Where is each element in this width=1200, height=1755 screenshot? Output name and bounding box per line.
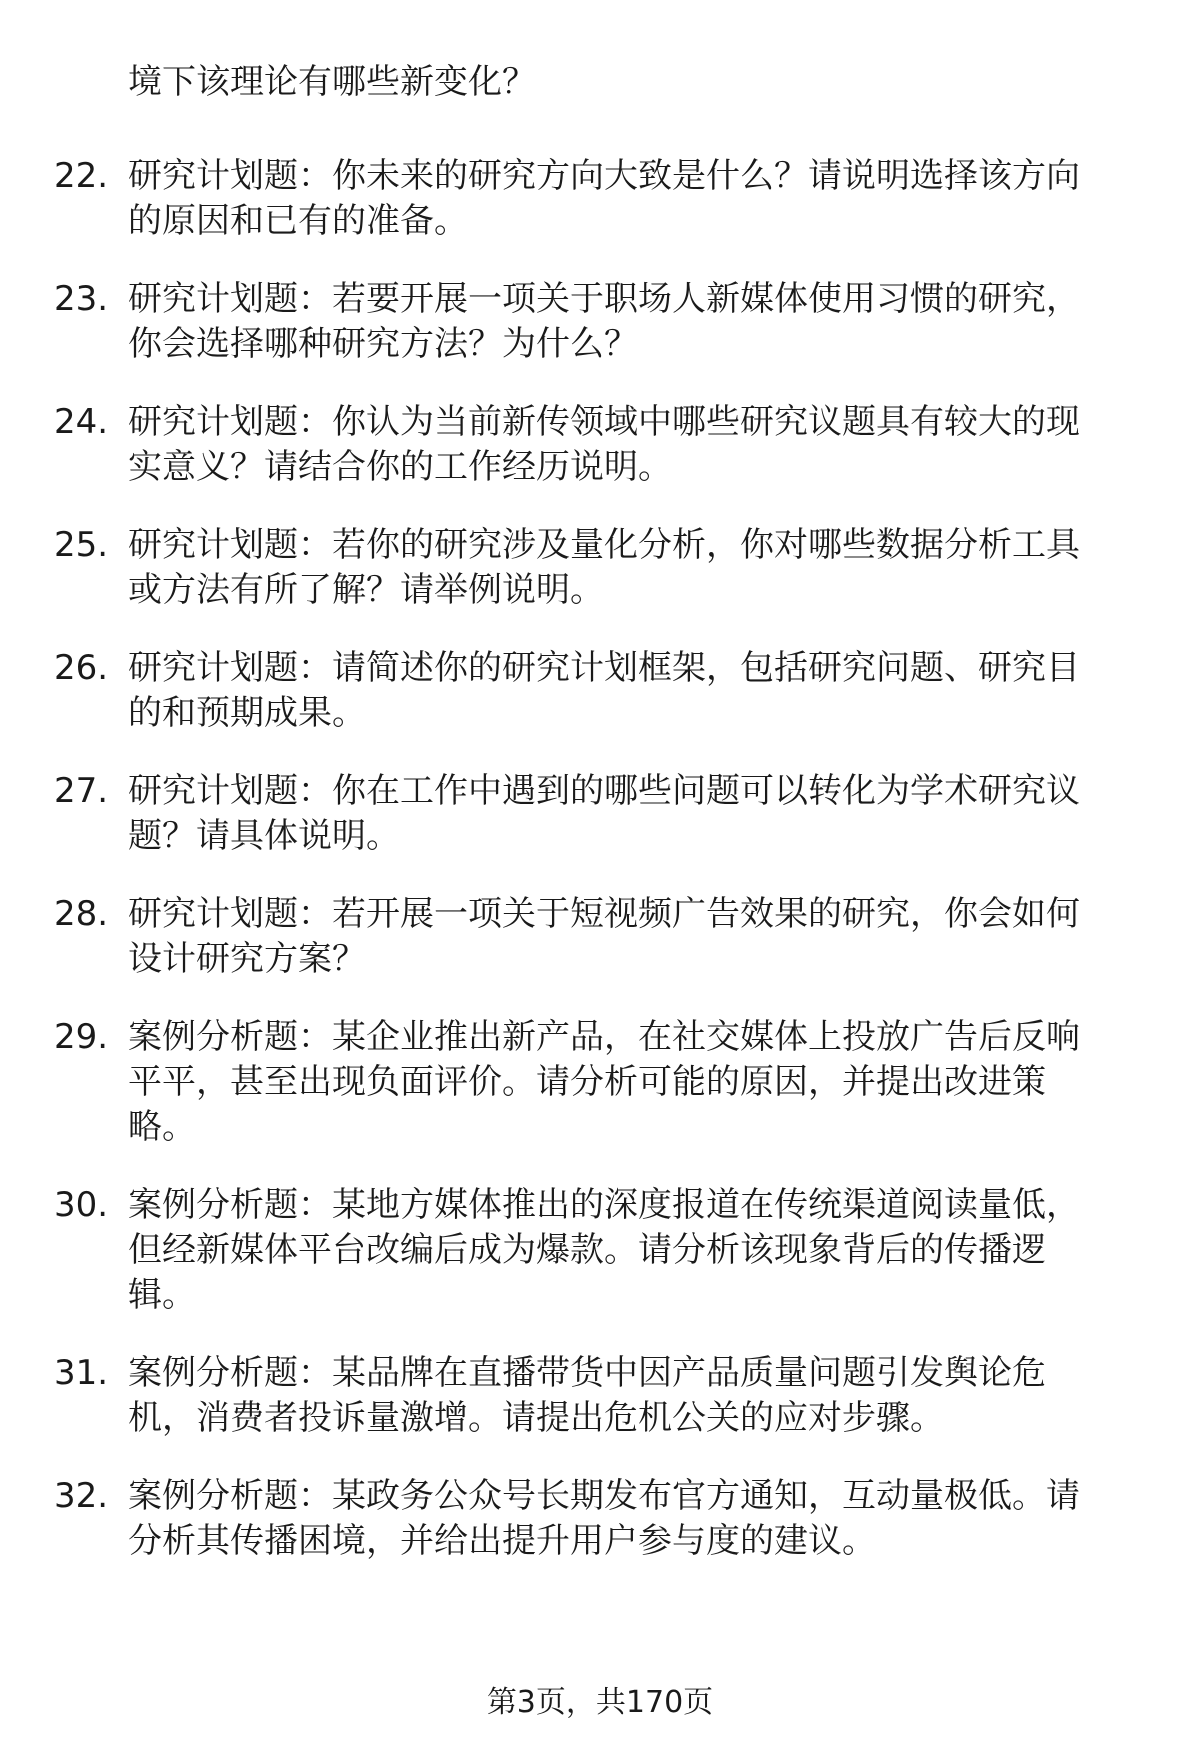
question-line: 的和预期成果。: [128, 693, 366, 733]
question-number: 22.: [54, 156, 109, 196]
question-line: 辑。: [128, 1275, 196, 1315]
question-number: 30.: [54, 1185, 109, 1225]
question-line: 分析其传播困境，并给出提升用户参与度的建议。: [128, 1521, 876, 1561]
question-line: 设计研究方案？: [128, 939, 366, 979]
question-line: 的原因和已有的准备。: [128, 201, 468, 241]
question-number: 26.: [54, 648, 109, 688]
question-line: 研究计划题：你在工作中遇到的哪些问题可以转化为学术研究议: [128, 771, 1080, 811]
continued-question-text: 境下该理论有哪些新变化？: [128, 62, 536, 102]
question-line: 但经新媒体平台改编后成为爆款。请分析该现象背后的传播逻: [128, 1230, 1046, 1270]
question-number: 27.: [54, 771, 109, 811]
question-text: [128, 154, 1148, 244]
question-line: 平平，甚至出现负面评价。请分析可能的原因，并提出改进策: [128, 1062, 1046, 1102]
question-line: 案例分析题：某地方媒体推出的深度报道在传统渠道阅读量低，: [128, 1185, 1080, 1225]
question-line: 案例分析题：某政务公众号长期发布官方通知，互动量极低。请: [128, 1476, 1080, 1516]
question-text: [128, 892, 1148, 982]
question-line: 略。: [128, 1107, 196, 1147]
question-text: [128, 400, 1148, 490]
question-line: 案例分析题：某企业推出新产品，在社交媒体上投放广告后反响: [128, 1017, 1080, 1057]
question-line: 你会选择哪种研究方法？为什么？: [128, 324, 638, 364]
question-number: 24.: [54, 402, 109, 442]
question-line: 研究计划题：若开展一项关于短视频广告效果的研究，你会如何: [128, 894, 1080, 934]
question-number: 23.: [54, 279, 109, 319]
question-number: 32.: [54, 1476, 109, 1516]
question-line: 研究计划题：你未来的研究方向大致是什么？请说明选择该方向: [128, 156, 1080, 196]
question-line: 研究计划题：请简述你的研究计划框架，包括研究问题、研究目: [128, 648, 1080, 688]
question-text: [128, 1015, 1148, 1150]
question-line: 题？请具体说明。: [128, 816, 400, 856]
question-line: 机，消费者投诉量激增。请提出危机公关的应对步骤。: [128, 1398, 944, 1438]
question-number: 28.: [54, 894, 109, 934]
question-number: 25.: [54, 525, 109, 565]
question-text: [128, 523, 1148, 613]
question-text: [128, 277, 1148, 367]
question-text: [128, 769, 1148, 859]
question-line: 实意义？请结合你的工作经历说明。: [128, 447, 672, 487]
question-number: 29.: [54, 1017, 109, 1057]
question-text: [128, 1351, 1148, 1441]
page-number-footer: 第3页，共170页: [486, 1685, 714, 1720]
question-line: 研究计划题：若你的研究涉及量化分析，你对哪些数据分析工具: [128, 525, 1080, 565]
question-line: 研究计划题：你认为当前新传领域中哪些研究议题具有较大的现: [128, 402, 1080, 442]
question-text: [128, 1183, 1148, 1318]
question-number: 31.: [54, 1353, 109, 1393]
question-line: 研究计划题：若要开展一项关于职场人新媒体使用习惯的研究，: [128, 279, 1080, 319]
question-text: [128, 646, 1148, 736]
question-line: 或方法有所了解？请举例说明。: [128, 570, 604, 610]
question-line: 案例分析题：某品牌在直播带货中因产品质量问题引发舆论危: [128, 1353, 1046, 1393]
question-text: [128, 1474, 1148, 1564]
